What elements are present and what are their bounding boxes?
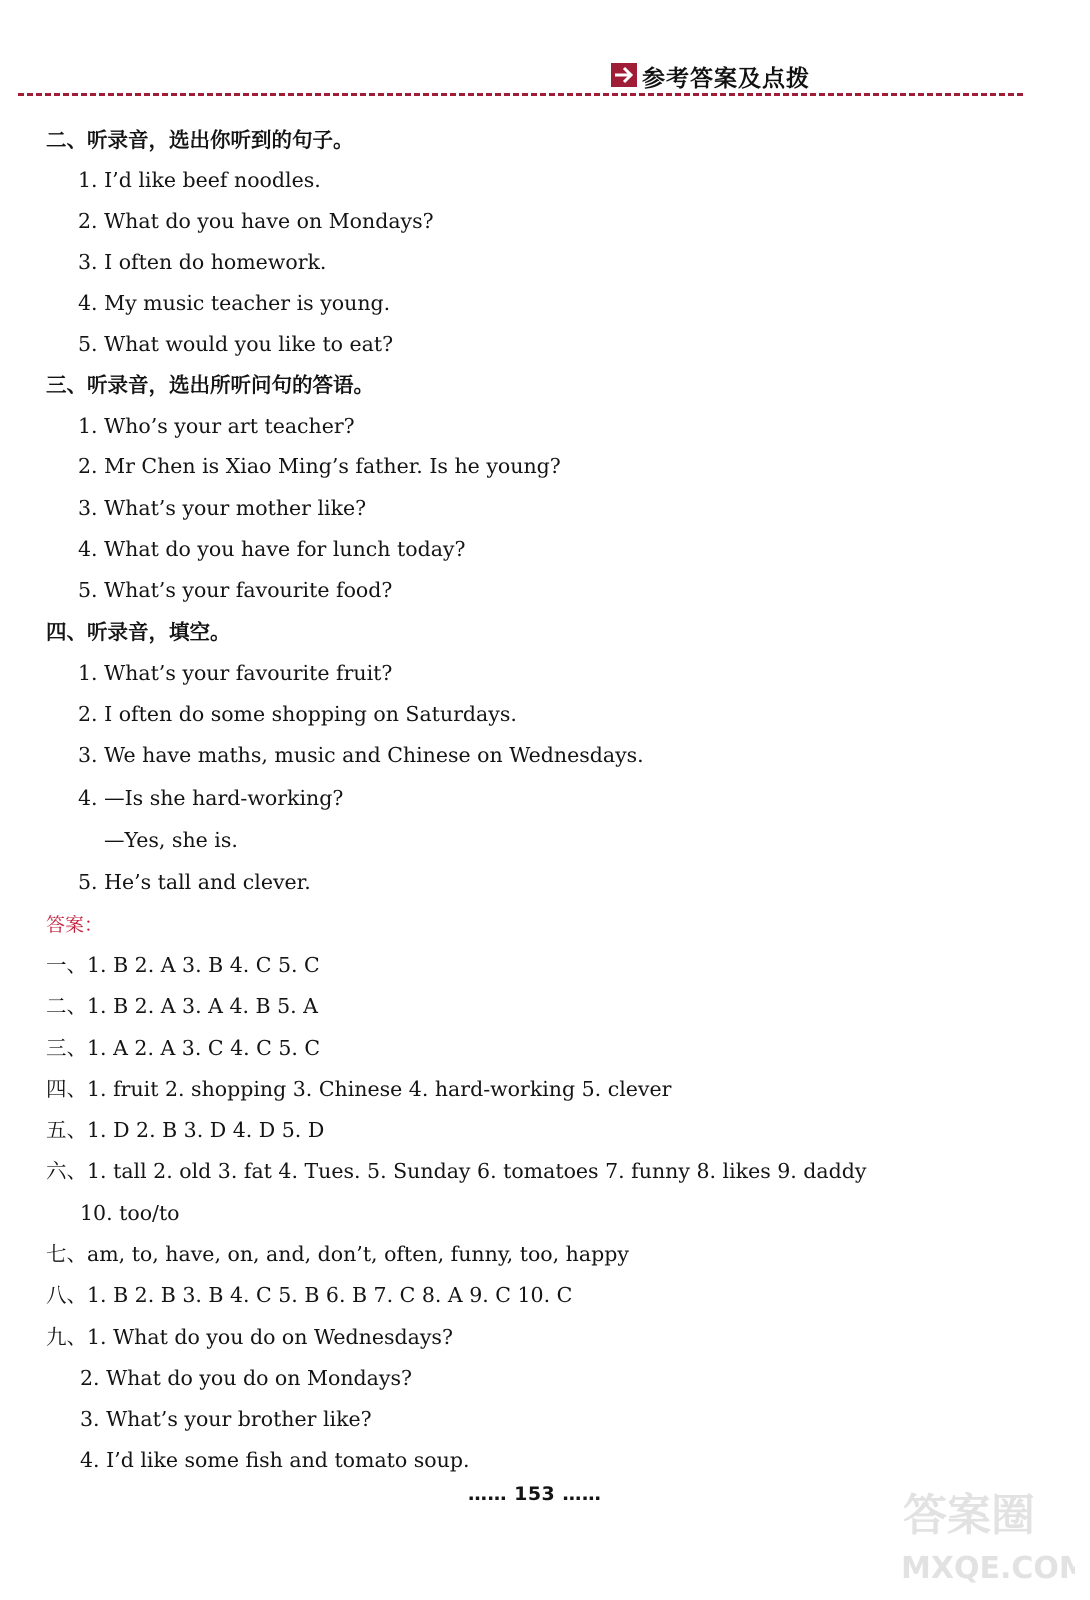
svg-text:答案圈: 答案圈 [903,1490,1035,1541]
text-line: 三、1. A 2. A 3. C 4. C 5. C [46,1036,321,1060]
text-line: 七、am, to, have, on, and, don’t, often, funny, too, happy [46,1242,629,1266]
text-line: 3. What’s your mother like? [78,496,367,520]
section-heading: 四、听录音，填空。 [46,620,231,644]
answer-label: 答案： [46,914,104,936]
text-line: 5. What would you like to eat? [78,332,394,356]
section-heading: 三、听录音，选出所听问句的答语。 [46,373,374,397]
header-divider [18,93,1023,96]
section-heading: 二、听录音，选出你听到的句子。 [46,128,354,152]
arrow-icon [611,63,637,87]
text-line: 四、1. fruit 2. shopping 3. Chinese 4. hard-working 5. clever [46,1077,672,1101]
text-line: 一、1. B 2. A 3. B 4. C 5. C [46,953,320,977]
page-header [0,0,1090,110]
text-line: 3. What’s your brother like? [80,1407,372,1431]
svg-text:MXQE.COM: MXQE.COM [901,1551,1075,1586]
text-line: 八、1. B 2. B 3. B 4. C 5. B 6. B 7. C 8. A 9. C 10. C [46,1283,573,1307]
watermark-logo [895,1478,1075,1588]
page-number: …… 153 …… [468,1483,602,1505]
text-line: 1. What’s your favourite fruit? [78,661,393,685]
text-line: —Yes, she is. [104,828,238,852]
text-line: 2. What do you have on Mondays? [78,209,434,233]
text-line: 九、1. What do you do on Wednesdays? [46,1325,453,1349]
text-line: 2. Mr Chen is Xiao Ming’s father. Is he young? [78,454,561,478]
text-line: 5. He’s tall and clever. [78,870,311,894]
text-line: 六、1. tall 2. old 3. fat 4. Tues. 5. Sunday 6. tomatoes 7. funny 8. likes 9. daddy [46,1159,867,1183]
text-line: 二、1. B 2. A 3. A 4. B 5. A [46,994,318,1018]
text-line: 4. What do you have for lunch today? [78,537,466,561]
text-line: 五、1. D 2. B 3. D 4. D 5. D [46,1118,325,1142]
header-title: 参考答案及点拨 [642,66,810,92]
text-line: 5. What’s your favourite food? [78,578,393,602]
text-line: 3. I often do homework. [78,250,327,274]
text-line: 4. My music teacher is young. [78,291,391,315]
text-line: 4. —Is she hard-working? [78,786,344,810]
text-line: 1. Who’s your art teacher? [78,414,355,438]
text-line: 10. too/to [80,1201,180,1225]
text-line: 4. I’d like some fish and tomato soup. [80,1448,470,1472]
text-line: 2. What do you do on Mondays? [80,1366,412,1390]
text-line: 1. I’d like beef noodles. [78,168,321,192]
text-line: 3. We have maths, music and Chinese on Wednesdays. [78,743,644,767]
text-line: 2. I often do some shopping on Saturdays. [78,702,517,726]
